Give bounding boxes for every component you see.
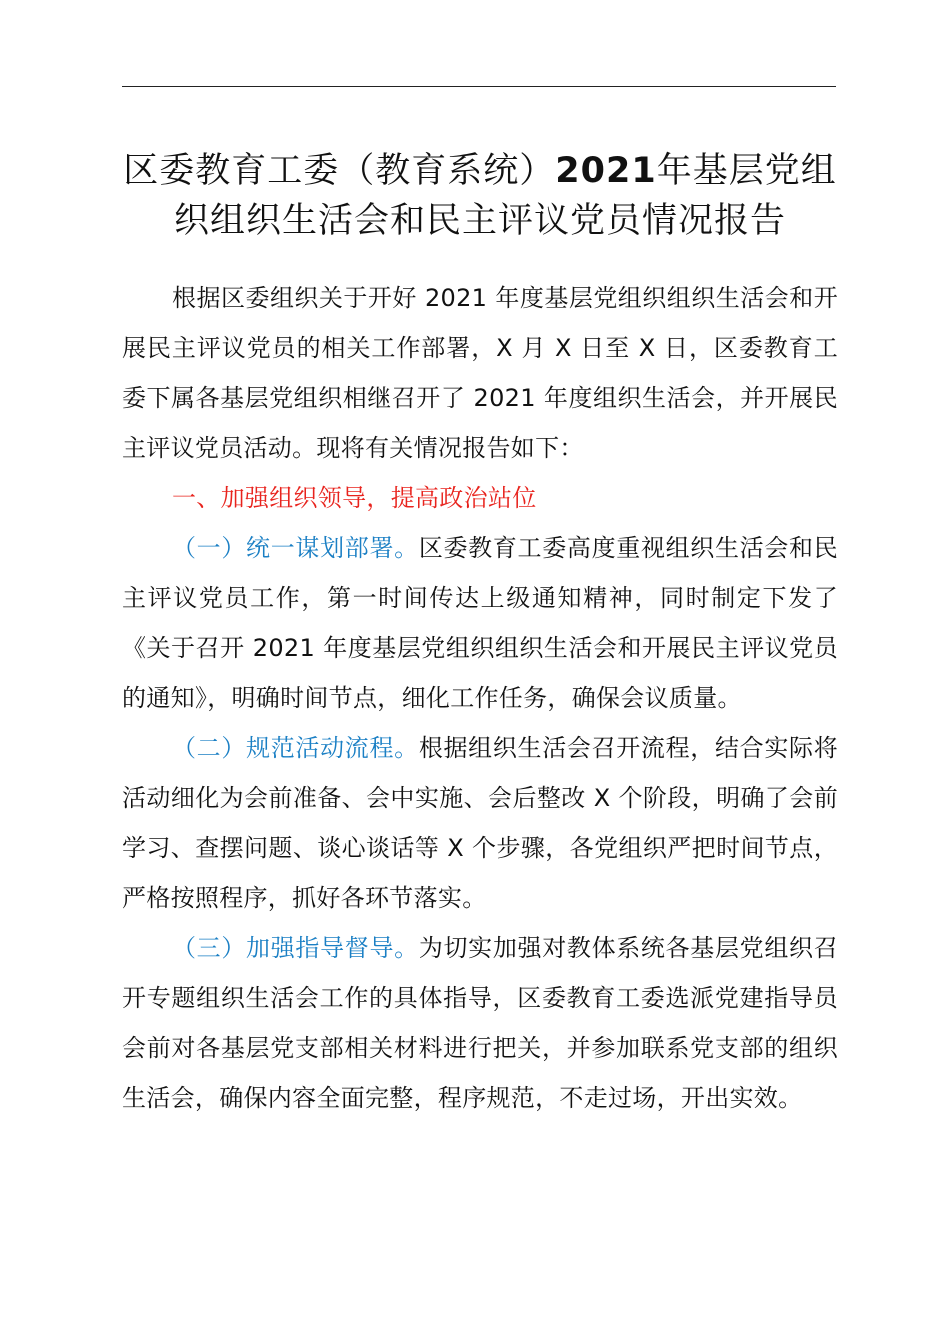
document-title [110, 146, 850, 246]
item2-paragraph [122, 723, 838, 923]
title-part1: 区委教育工委（教育系统） [123, 151, 556, 191]
item2-title: （二）规范活动流程。 [172, 734, 419, 762]
item3-paragraph [122, 923, 838, 1123]
item1-title: （一）统一谋划部署。 [172, 534, 419, 562]
item3-text: 为切实加强对教体系统各基层党组织召开专题组织生活会工作的具体指导，区委教育工委选派党建指导员会前对各基层党支部相关材料进行把关，并参加联系党支部的组织生活会，确保内容全面完整，程序规范，不走过场，开出实效。 [122, 934, 838, 1112]
title-year: 2021 [555, 151, 657, 191]
item1-text: 区委教育工委高度重视组织生活会和民主评议党员工作，第一时间传达上级通知精神，同时制定下发了《关于召开 2021 年度基层党组织组织生活会和开展民主评议党员的通知》，明确时间节点，细化工作任务，确保会议质量。 [122, 534, 838, 712]
document-body [122, 273, 838, 1123]
section1-heading: 一、加强组织领导，提高政治站位 [172, 484, 537, 512]
item3-title: （三）加强指导督导。 [172, 934, 419, 962]
header-rule [122, 86, 836, 87]
intro-paragraph: 根据区委组织关于开好 2021 年度基层党组织组织生活会和开展民主评议党员的相关工作部署，X 月 X 日至 X 日，区委教育工委下属各基层党组织相继召开了 2021 年度组织生活会，并开展民主评议党员活动。现将有关情况报告如下： [122, 284, 838, 462]
item2-text: 根据组织生活会召开流程，结合实际将活动细化为会前准备、会中实施、会后整改 X 个阶段，明确了会前学习、查摆问题、谈心谈话等 X 个步骤，各党组织严把时间节点，严格按照程序，抓好各环节落实。 [122, 734, 838, 912]
title-line2: 织组织生活会和民主评议党员情况报告 [173, 201, 786, 241]
title-part2: 年基层党组 [656, 151, 837, 191]
item1-paragraph [122, 523, 838, 723]
